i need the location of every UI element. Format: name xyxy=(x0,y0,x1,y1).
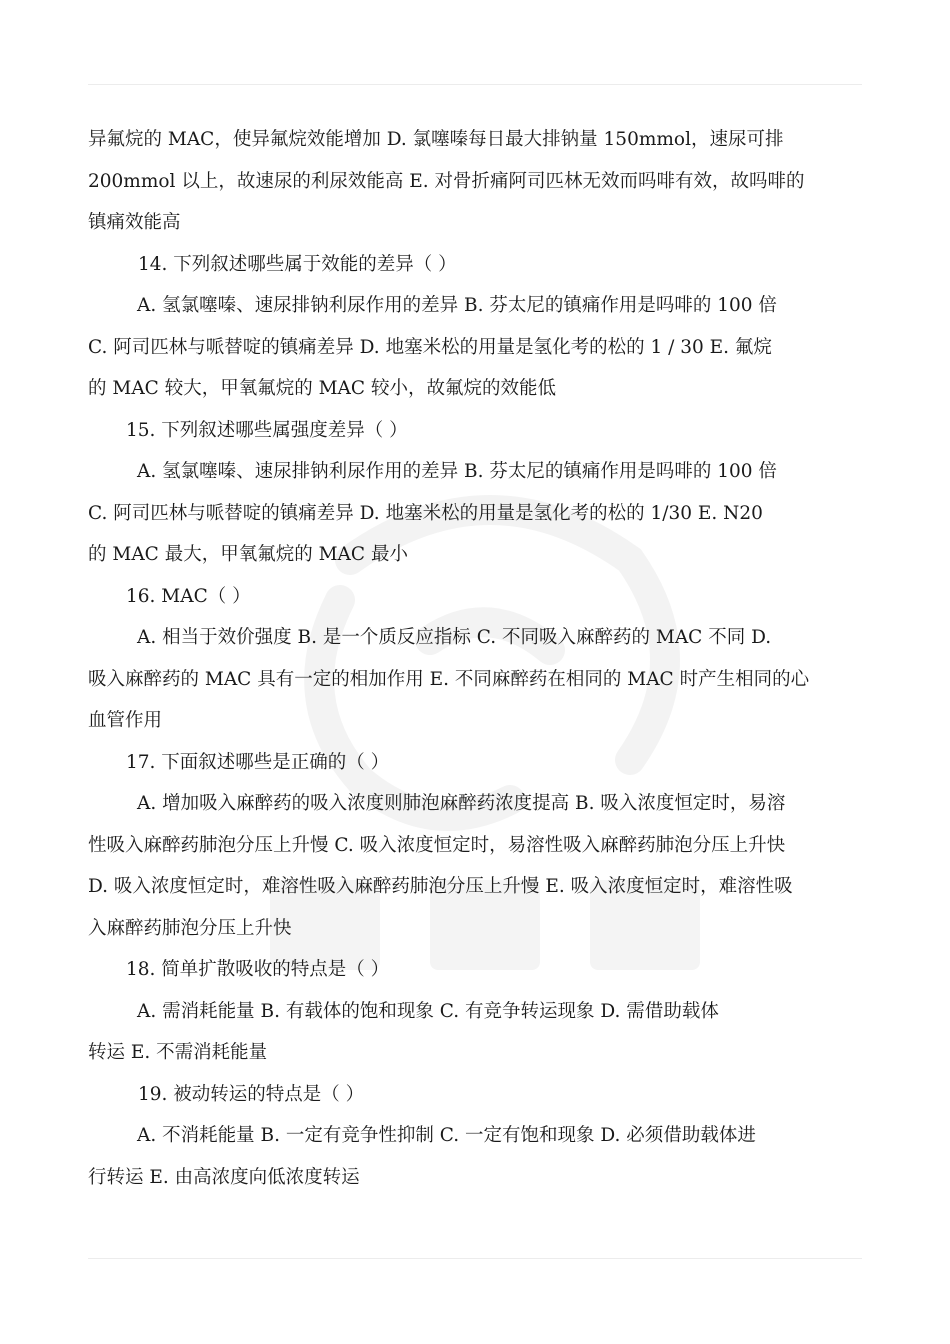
question-title: 18. 简单扩散吸收的特点是（ ） xyxy=(126,959,390,980)
text-line: 入麻醉药肺泡分压上升快 xyxy=(88,917,292,939)
text-line: A. 氢氯噻嗪、速尿排钠利尿作用的差异 B. 芬太尼的镇痛作用是吗啡的 100 倍 xyxy=(137,295,777,316)
text-line: 的 MAC 较大，甲氧氟烷的 MAC 较小，故氟烷的效能低 xyxy=(88,378,556,399)
text-line: 异氟烷的 MAC，使异氟烷效能增加 D. 氯噻嗪每日最大排钠量 150mmol，速尿可排 xyxy=(88,129,784,150)
question-title: 15. 下列叙述哪些属强度差异（ ） xyxy=(126,419,408,441)
question-title: 17. 下面叙述哪些是正确的（ ） xyxy=(126,751,390,773)
question-title: 19. 被动转运的特点是（ ） xyxy=(138,1083,365,1105)
question-title: 14. 下列叙述哪些属于效能的差异（ ） xyxy=(138,253,457,275)
text-line: 行转运 E. 由高浓度向低浓度转运 xyxy=(88,1166,360,1188)
header-rule xyxy=(88,84,862,85)
footer-rule xyxy=(88,1258,862,1259)
text-line: 性吸入麻醉药肺泡分压上升慢 C. 吸入浓度恒定时，易溶性吸入麻醉药肺泡分压上升快 xyxy=(88,834,786,856)
text-line: 转运 E. 不需消耗能量 xyxy=(88,1042,268,1063)
question-title: 16. MAC（ ） xyxy=(126,585,251,607)
text-line: 200mmol 以上，故速尿的利尿效能高 E. 对骨折痛阿司匹林无效而吗啡有效，故吗啡的 xyxy=(88,170,805,192)
text-line: 的 MAC 最大，甲氧氟烷的 MAC 最小 xyxy=(88,544,408,565)
question-text xyxy=(88,119,868,1198)
text-line: A. 相当于效价强度 B. 是一个质反应指标 C. 不同吸入麻醉药的 MAC 不同 D. xyxy=(137,627,772,648)
text-line: A. 需消耗能量 B. 有载体的饱和现象 C. 有竞争转运现象 D. 需借助载体 xyxy=(137,1000,719,1022)
text-line: A. 增加吸入麻醉药的吸入浓度则肺泡麻醉药浓度提高 B. 吸入浓度恒定时，易溶 xyxy=(137,793,786,814)
text-line: C. 阿司匹林与哌替啶的镇痛差异 D. 地塞米松的用量是氢化考的松的 1/30 E. N20 xyxy=(88,502,763,524)
text-line: A. 氢氯噻嗪、速尿排钠利尿作用的差异 B. 芬太尼的镇痛作用是吗啡的 100 倍 xyxy=(137,461,777,482)
text-line: A. 不消耗能量 B. 一定有竞争性抑制 C. 一定有饱和现象 D. 必须借助载体进 xyxy=(137,1125,756,1146)
text-line: D. 吸入浓度恒定时，难溶性吸入麻醉药肺泡分压上升慢 E. 吸入浓度恒定时，难溶性吸 xyxy=(88,876,793,897)
text-line: 吸入麻醉药的 MAC 具有一定的相加作用 E. 不同麻醉药在相同的 MAC 时产生相同的心 xyxy=(88,668,810,690)
text-line: 血管作用 xyxy=(88,710,163,731)
text-line: C. 阿司匹林与哌替啶的镇痛差异 D. 地塞米松的用量是氢化考的松的 1 / 30 E. 氟烷 xyxy=(88,336,772,358)
text-line: 镇痛效能高 xyxy=(88,212,181,233)
